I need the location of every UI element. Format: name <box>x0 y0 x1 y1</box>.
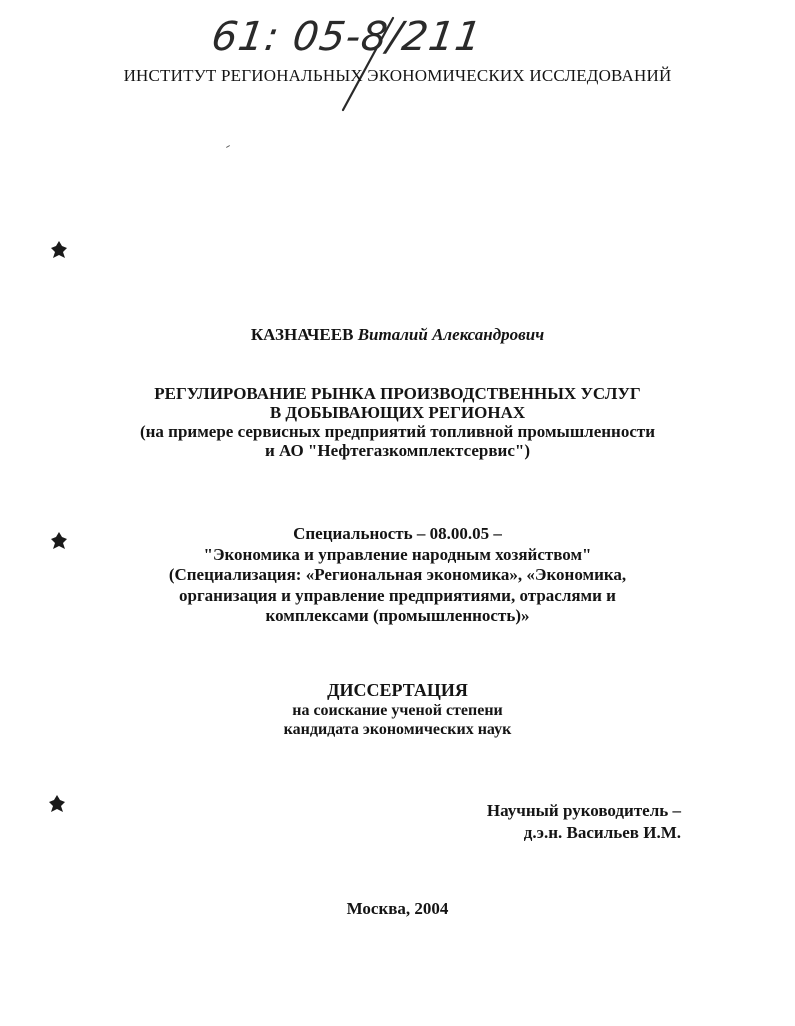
specialty-line-3: (Специализация: «Региональная экономика», «Экономика, <box>168 565 627 584</box>
title-line-1: РЕГУЛИРОВАНИЕ РЫНКА ПРОИЗВОДСТВЕННЫХ УСЛУГ <box>154 384 641 403</box>
punch-hole-mark-bottom <box>48 794 66 814</box>
punch-hole-mark-top <box>50 240 68 260</box>
dissertation-heading: ДИССЕРТАЦИЯ <box>327 680 468 700</box>
title-line-4: и АО "Нефтегазкомплектсервис") <box>264 441 530 460</box>
author-surname: КАЗНАЧЕЕВ <box>250 325 354 344</box>
degree-description <box>0 701 795 739</box>
specialty-line-2: "Экономика и управление народным хозяйством" <box>203 544 592 564</box>
degree-line-2: кандидата экономических наук <box>283 721 512 738</box>
specialty-line-1: Специальность – 08.00.05 – <box>293 524 502 543</box>
specialty-block <box>0 524 795 627</box>
degree-line-1: на соискание ученой степени <box>292 702 503 719</box>
place-and-year: Москва, 2004 <box>346 899 449 918</box>
advisor-name: д.э.н. Васильев И.М. <box>523 823 681 842</box>
handwritten-slash-stroke <box>205 14 465 114</box>
title-line-2: В ДОБЫВАЮЩИХ РЕГИОНАХ <box>269 403 526 422</box>
handwritten-code: 61: 05-8/211 <box>208 14 485 60</box>
institute-name: ИНСТИТУТ РЕГИОНАЛЬНЫХ ЭКОНОМИЧЕСКИХ ИССЛЕДОВАНИЙ <box>123 66 672 85</box>
advisor-label: Научный руководитель – <box>486 801 681 820</box>
author-given-names: Виталий Александрович <box>357 325 545 344</box>
specialty-line-5: комплексами (промышленность)» <box>265 606 530 625</box>
scan-speck <box>226 145 230 148</box>
author-name <box>0 325 795 345</box>
title-line-3: (на примере сервисных предприятий топливной промышленности <box>139 422 656 441</box>
advisor-block <box>487 800 681 844</box>
dissertation-title <box>0 384 795 460</box>
specialty-line-4: организация и управление предприятиями, отраслями и <box>179 585 616 605</box>
